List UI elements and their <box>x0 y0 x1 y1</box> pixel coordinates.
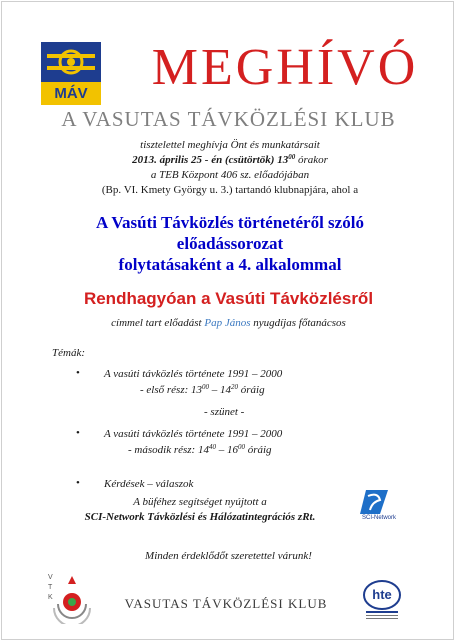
intro-date: 2013. április 25 - én (csütörtök) 13 <box>132 154 289 166</box>
sponsor-company: SCI-Network Távközlési és Hálózatintegrációs zRt. <box>84 511 316 523</box>
sci-network-logo-text: SCI-Network <box>362 515 397 521</box>
topic-1-title: A vasúti távközlés története 1991 – 2000 <box>104 368 283 380</box>
mav-logo <box>41 42 101 105</box>
sci-network-logo <box>358 486 416 526</box>
headline-line-3: folytatásaként a 4. alkalommal <box>118 255 342 274</box>
topic-2-time <box>128 443 272 457</box>
lecturer-line <box>0 316 457 330</box>
intro-text <box>60 138 400 198</box>
topic-1-end-sup: 20 <box>231 383 239 391</box>
lecturer-name: Pap János <box>204 317 251 329</box>
vtk-logo <box>48 574 94 624</box>
page-title: MEGHÍVÓ <box>151 39 419 96</box>
intro-line-3: a TEB Központ 406 sz. előadójában <box>150 169 310 181</box>
hte-logo-text: hte <box>372 587 392 602</box>
topic-2-suffix: óráig <box>244 444 272 456</box>
sponsor-line-1: A büféhez segítséget nyújtott a <box>133 496 267 508</box>
sponsor-text <box>0 495 400 525</box>
intro-line-1: tisztelettel meghívja Önt és munkatársait <box>140 139 320 151</box>
hte-logo <box>356 573 408 623</box>
vtk-letter-t: T <box>48 584 53 591</box>
headline-line-2: előadássorozat <box>176 234 284 253</box>
topic-2-title: A vasúti távközlés története 1991 – 2000 <box>104 428 283 440</box>
mav-logo-emblem <box>41 42 101 82</box>
vtk-letter-v: V <box>48 574 53 581</box>
mav-logo-text: MÁV <box>54 85 88 102</box>
topic-2-end: – 16 <box>215 444 238 456</box>
bullet-icon: • <box>76 427 80 439</box>
intro-date-line <box>60 153 400 168</box>
break-label: - szünet - <box>204 406 245 418</box>
sponsor-line-2 <box>0 510 400 525</box>
qa-label: Kérdések – válaszok <box>104 478 194 490</box>
lecturer-suffix: nyugdíjas főtanácsos <box>250 317 346 329</box>
train-wheel-icon <box>41 42 101 82</box>
headline <box>20 212 440 275</box>
topic-2-start-sup: 40 <box>208 443 216 451</box>
topic-2-end-sup: 00 <box>237 443 245 451</box>
topic-1-start: - első rész: 13 <box>140 384 203 396</box>
topic-1-suffix: óráig <box>238 384 265 396</box>
vtk-emblem-icon <box>48 574 94 624</box>
topic-1-start-sup: 00 <box>202 383 210 391</box>
lecturer-prefix: címmel tart előadást <box>111 317 205 329</box>
bullet-icon: • <box>76 477 80 489</box>
topic-1-end: – 14 <box>209 384 232 396</box>
intro-date-suffix: órakor <box>295 154 328 166</box>
welcome-text: Minden érdeklődőt szeretettel várunk! <box>145 550 312 562</box>
topic-1-time <box>140 383 265 397</box>
intro-date-sup: 00 <box>288 153 296 161</box>
highlight-title: Rendhagyóan a Vasúti Távközlésről <box>83 289 374 308</box>
footer-club-name: VASUTAS TÁVKÖZLÉSI KLUB <box>124 596 328 611</box>
vtk-letter-k: K <box>48 594 53 601</box>
club-name: A VASUTAS TÁVKÖZLÉSI KLUB <box>61 107 396 131</box>
bullet-icon: • <box>76 367 80 379</box>
topics-label: Témák: <box>52 347 85 359</box>
headline-line-1: A Vasúti Távközlés történetéről szóló <box>96 213 364 232</box>
intro-line-4: (Bp. VI. Kmety György u. 3.) tartandó klubnapjára, ahol a <box>101 184 359 196</box>
topic-2-start: - második rész: 14 <box>128 444 209 456</box>
